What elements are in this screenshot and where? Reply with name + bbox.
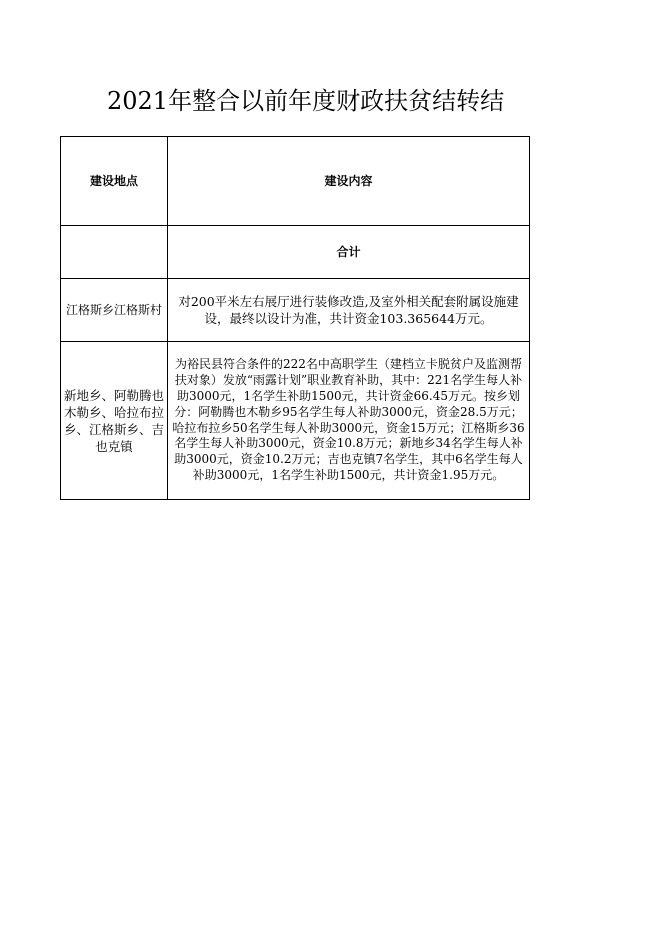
header-location-cell[interactable]: 建设地点 <box>61 137 168 226</box>
content-cell[interactable]: 对200平米左右展厅进行装修改造,及室外相关配套附属设施建设，最终以设计为准，共计资金103.365644万元。 <box>168 279 530 342</box>
content-cell[interactable]: 为裕民县符合条件的222名中高职学生（建档立卡脱贫户及监测帮扶对象）发放“雨露计划”职业教育补助，其中：221名学生每人补助3000元，1名学生补助1500元，共计资金66.45万元。按乡划分：阿勒腾也木勒乡95名学生每人补助3000元，资金28.5万元；哈拉布拉乡50名学生每人补助3000元，资金15万元；江格斯乡36名学生每人补助3000元，资金10.8万元；新地乡34名学生每人补助3000元，资金10.2万元；吉也克镇7名学生，其中6名学生每人补助3000元，1名学生补助1500元，共计资金1.95万元。 <box>168 342 530 500</box>
total-label-cell[interactable]: 合计 <box>168 226 530 279</box>
table-row <box>61 279 530 342</box>
total-location-cell[interactable] <box>61 226 168 279</box>
header-content-cell[interactable]: 建设内容 <box>168 137 530 226</box>
project-table <box>60 136 530 500</box>
table-row <box>61 342 530 500</box>
location-cell[interactable]: 江格斯乡江格斯村 <box>61 279 168 342</box>
table-header-row <box>61 137 530 226</box>
location-cell[interactable]: 新地乡、阿勒腾也木勒乡、哈拉布拉乡、江格斯乡、吉也克镇 <box>61 342 168 500</box>
page-title: 2021年整合以前年度财政扶贫结转结 <box>107 87 505 115</box>
total-row <box>61 226 530 279</box>
